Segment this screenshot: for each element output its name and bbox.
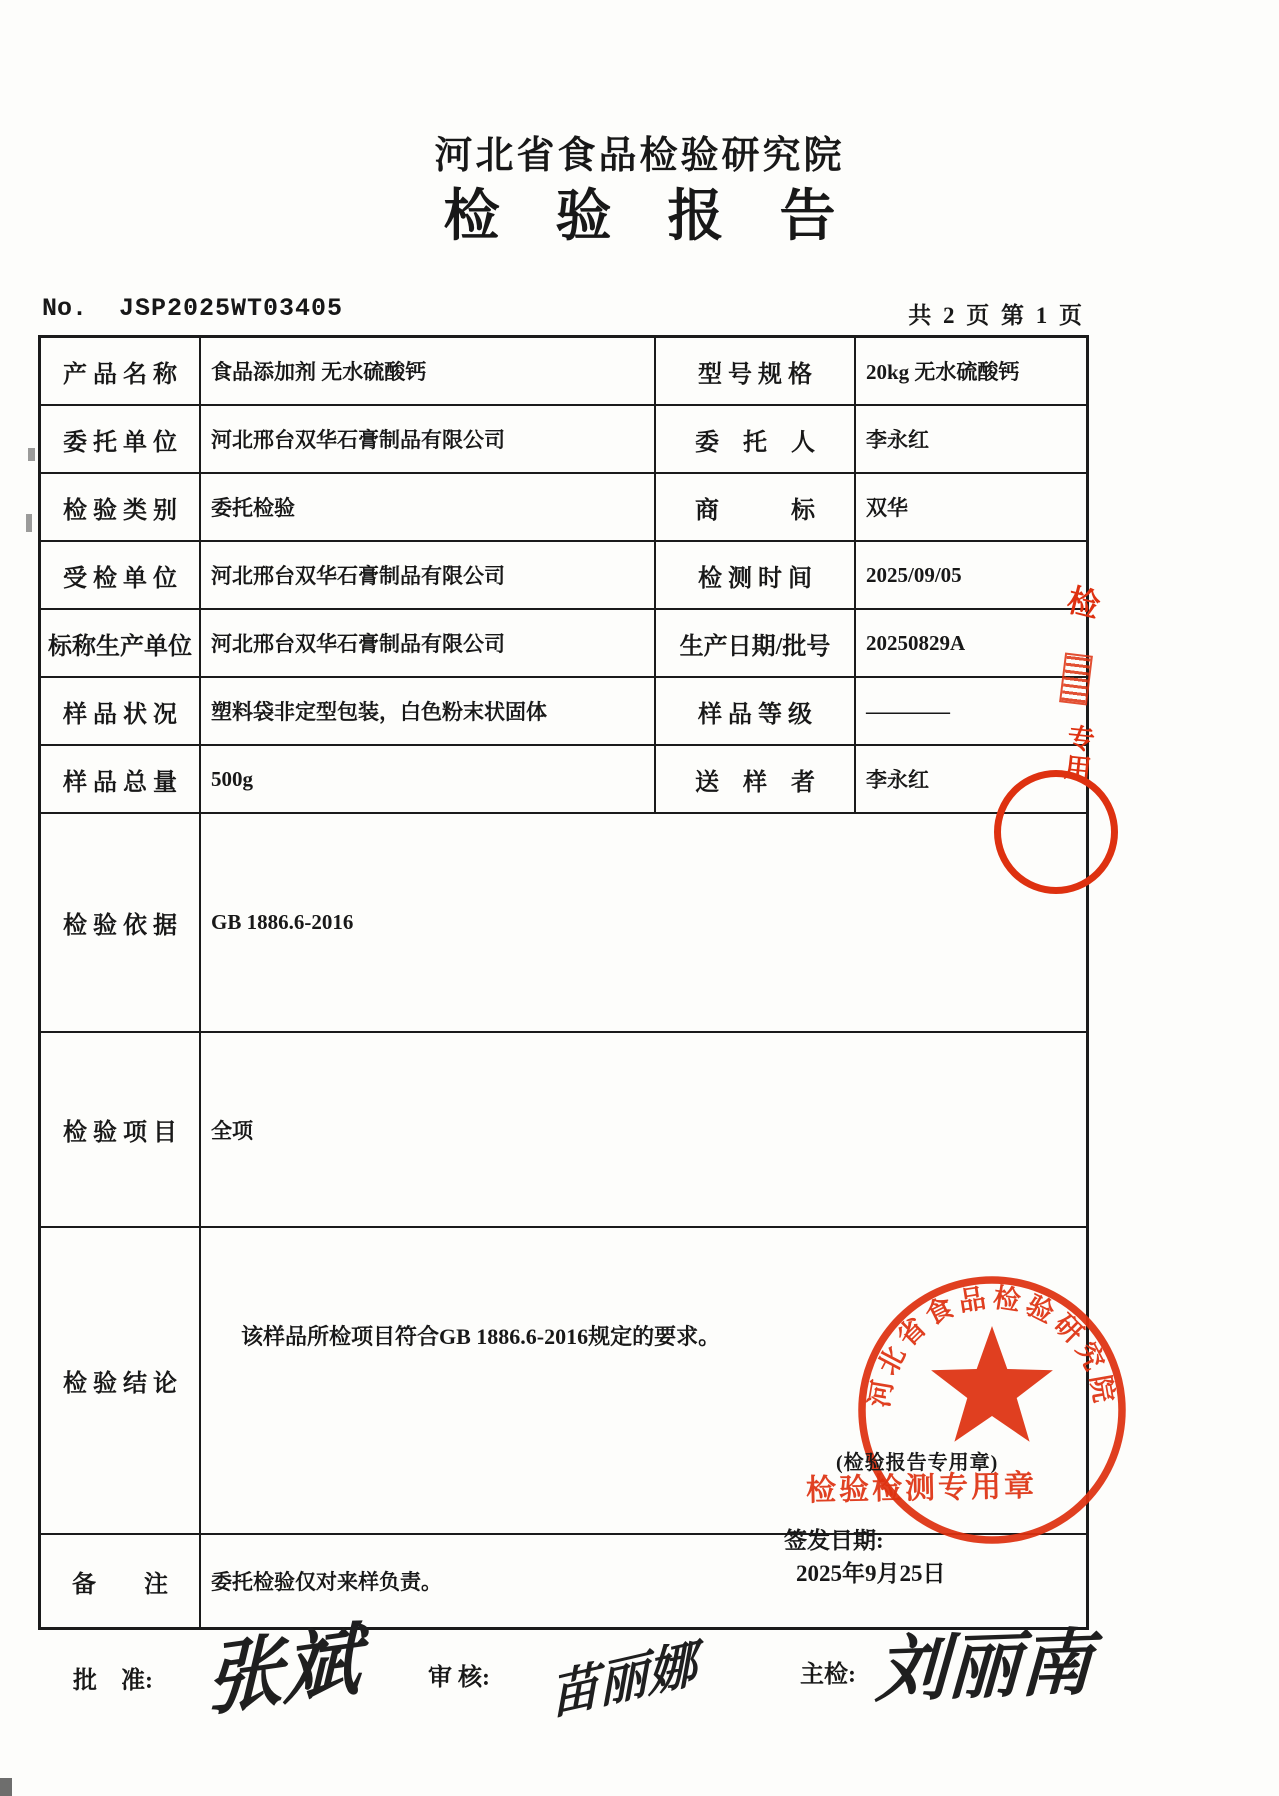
model-spec-label: 型 号 规 格 (656, 338, 856, 406)
scan-artifact (26, 514, 32, 532)
sample-condition-value: 塑料袋非定型包装，白色粉末状固体 (201, 678, 656, 746)
edge-stamp-text: 专用 (1058, 722, 1096, 786)
page-info: 共 2 页 第 1 页 (908, 303, 1085, 328)
trademark-value: 双华 (856, 474, 1086, 542)
batch-label: 生产日期/批号 (656, 610, 856, 678)
client-unit-label: 委 托 单 位 (41, 406, 201, 474)
producer-value: 河北邢台双华石膏制品有限公司 (201, 610, 656, 678)
report-title: 检 验 报 告 (443, 186, 836, 248)
chief-inspector-label: 主检: (800, 1662, 856, 1688)
seal-arc-text: 河北省食品检验研究院 (864, 1282, 1120, 1410)
remark-value: 委托检验仅对来样负责。 (211, 1570, 442, 1594)
sample-grade-value: ———— (856, 678, 1086, 746)
sample-sender-label: 送 样 者 (656, 746, 856, 814)
sample-sender-value: 李永红 (856, 746, 1086, 814)
sample-grade-label: 样 品 等 级 (656, 678, 856, 746)
client-person-value: 李永红 (856, 406, 1086, 474)
product-name-label: 产 品 名 称 (41, 338, 201, 406)
sample-condition-label: 样 品 状 况 (41, 678, 201, 746)
model-spec-value: 20kg 无水硫酸钙 (856, 338, 1086, 406)
edge-stamp-arc (994, 770, 1118, 894)
sample-amount-value: 500g (201, 746, 656, 814)
inspection-basis-label: 检 验 依 据 (41, 814, 201, 1033)
chief-inspector-signature: 刘丽南 (874, 1623, 1094, 1711)
issue-date-line (738, 1496, 946, 1614)
client-unit-value: 河北邢台双华石膏制品有限公司 (201, 406, 656, 474)
edge-stamp-char: 检 (1063, 581, 1104, 625)
report-no-line (42, 294, 1085, 330)
remark-label: 备 注 (41, 1535, 201, 1627)
conclusion-label: 检 验 结 论 (41, 1228, 201, 1535)
org-title: 河北省食品检验研究院 (434, 135, 845, 177)
client-person-label: 委 托 人 (656, 406, 856, 474)
review-label: 审 核: (428, 1665, 490, 1691)
issue-date-value: 2025年9月25日 (796, 1561, 946, 1586)
batch-value: 20250829A (856, 610, 1086, 678)
inspection-type-value: 委托检验 (201, 474, 656, 542)
approve-signature: 张斌 (205, 1615, 361, 1726)
scan-artifact (0, 1778, 12, 1796)
seal-red-label: 检验检测专用章 (805, 1469, 1038, 1508)
issue-date-label: 签发日期: (784, 1528, 884, 1553)
review-signature: 苗丽娜 (548, 1634, 698, 1726)
test-date-value: 2025/09/05 (856, 542, 1086, 610)
test-date-label: 检 测 时 间 (656, 542, 856, 610)
approve-label: 批 准: (73, 1668, 153, 1694)
inspected-unit-label: 受 检 单 位 (41, 542, 201, 610)
seal-star (931, 1326, 1053, 1442)
inspection-items-value: 全项 (201, 1033, 1086, 1228)
report-no-value: JSP2025WT03405 (119, 294, 344, 323)
trademark-label: 商 标 (656, 474, 856, 542)
scan-artifact (28, 448, 35, 461)
seal-purpose-note: (检验报告专用章) (836, 1452, 999, 1474)
partial-edge-stamp (1052, 572, 1104, 814)
inspected-unit-value: 河北邢台双华石膏制品有限公司 (201, 542, 656, 610)
sample-amount-label: 样 品 总 量 (41, 746, 201, 814)
inspection-basis-value: GB 1886.6-2016 (201, 814, 1086, 1033)
report-no-label: No. (42, 294, 88, 323)
inspection-type-label: 检 验 类 别 (41, 474, 201, 542)
conclusion-text: 该样品所检项目符合GB 1886.6-2016规定的要求。 (241, 1324, 721, 1349)
inspection-items-label: 检 验 项 目 (41, 1033, 201, 1228)
product-name-value: 食品添加剂 无水硫酸钙 (201, 338, 656, 406)
edge-stamp-emblem (1059, 652, 1093, 705)
producer-label: 标称生产单位 (41, 610, 201, 678)
